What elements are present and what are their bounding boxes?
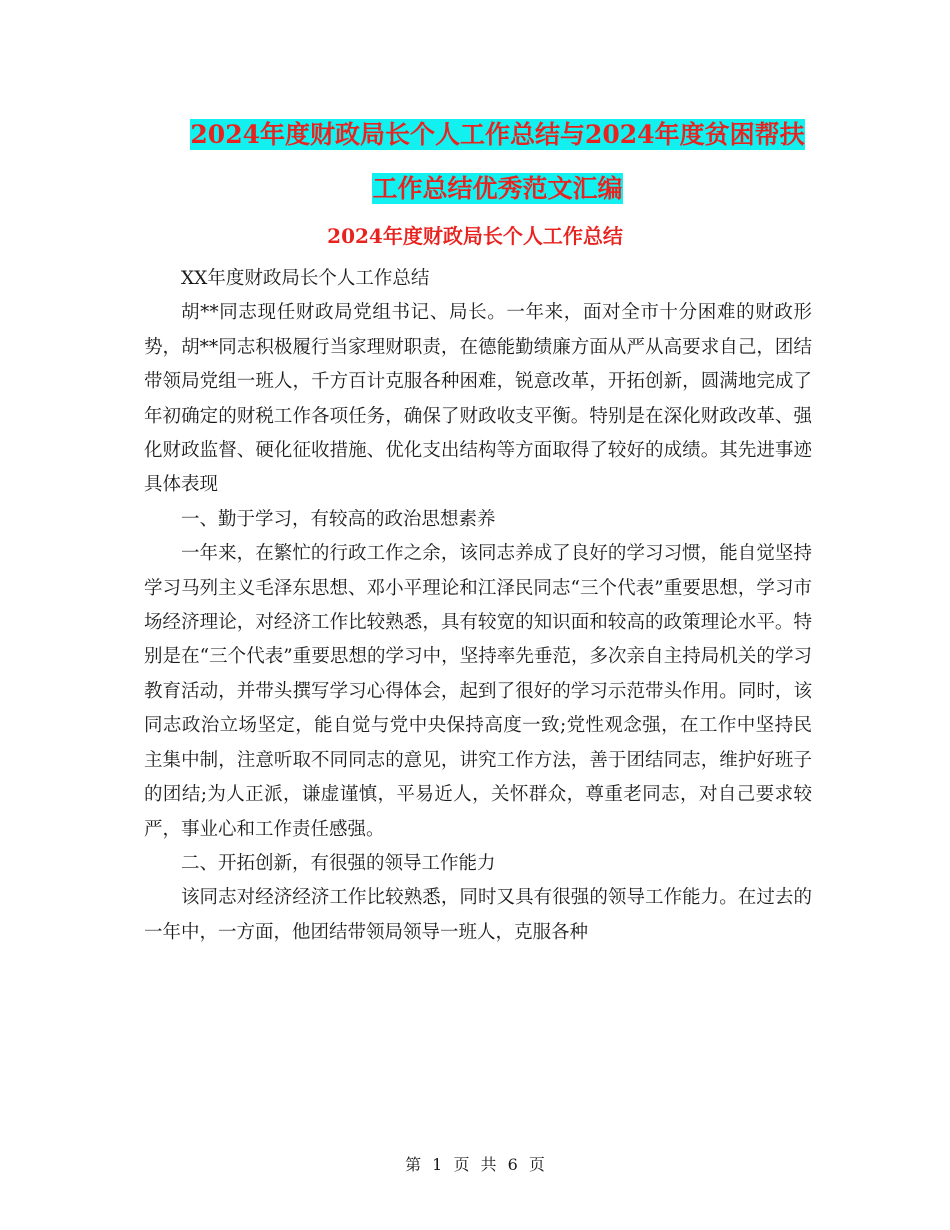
paragraph-intro: 胡**同志现任财政局党组书记、局长。一年来，面对全市十分困难的财政形势，胡**同志积极履行当家理财职责，在德能勤绩廉方面从严从高要求自己，团结带领局党组一班人，千方百计克服各种困难，锐意改革，开拓创新，圆满地完成了年初确定的财税工作各项任务，确保了财政收支平衡。特别是在深化财政改革、强化财政监督、硬化征收措施、优化支出结构等方面取得了较好的成绩。其先进事迹具体表现	[144, 302, 812, 496]
document-title	[140, 108, 855, 216]
document-title-line-1: 2024年度财政局长个人工作总结与2024年度贫困帮扶	[190, 120, 805, 149]
document-body	[144, 262, 812, 950]
paragraph-leadership: 该同志对经济经济工作比较熟悉，同时又具有很强的领导工作能力。在过去的一年中，一方面，他团结带领局领导一班人，克服各种	[144, 887, 812, 943]
document-title-line-2: 工作总结优秀范文汇编	[372, 174, 623, 203]
page-footer: 第 1 页 共 6 页	[405, 1155, 545, 1174]
paragraph-subtitle: XX年度财政局长个人工作总结	[181, 268, 430, 289]
paragraph-heading-1: 一、勤于学习，有较高的政治思想素养	[181, 508, 496, 530]
section-title: 2024年度财政局长个人工作总结	[327, 224, 623, 248]
paragraph-study: 一年来，在繁忙的行政工作之余，该同志养成了良好的学习习惯，能自觉坚持学习马列主义毛泽东思想、邓小平理论和江泽民同志“三个代表”重要思想，学习市场经济理论，对经济工作比较熟悉，具有较宽的知识面和较高的政策理论水平。特别是在“三个代表”重要思想的学习中，坚持率先垂范，多次亲自主持局机关的学习教育活动，并带头撰写学习心得体会，起到了很好的学习示范带头作用。同时，该同志政治立场坚定，能自觉与党中央保持高度一致;党性观念强，在工作中坚持民主集中制，注意听取不同同志的意见，讲究工作方法，善于团结同志，维护好班子的团结;为人正派，谦虚谨慎，平易近人，关怀群众，尊重老同志，对自己要求较严，事业心和工作责任感强。	[144, 543, 812, 840]
paragraph-heading-2: 二、开拓创新，有很强的领导工作能力	[181, 852, 496, 874]
